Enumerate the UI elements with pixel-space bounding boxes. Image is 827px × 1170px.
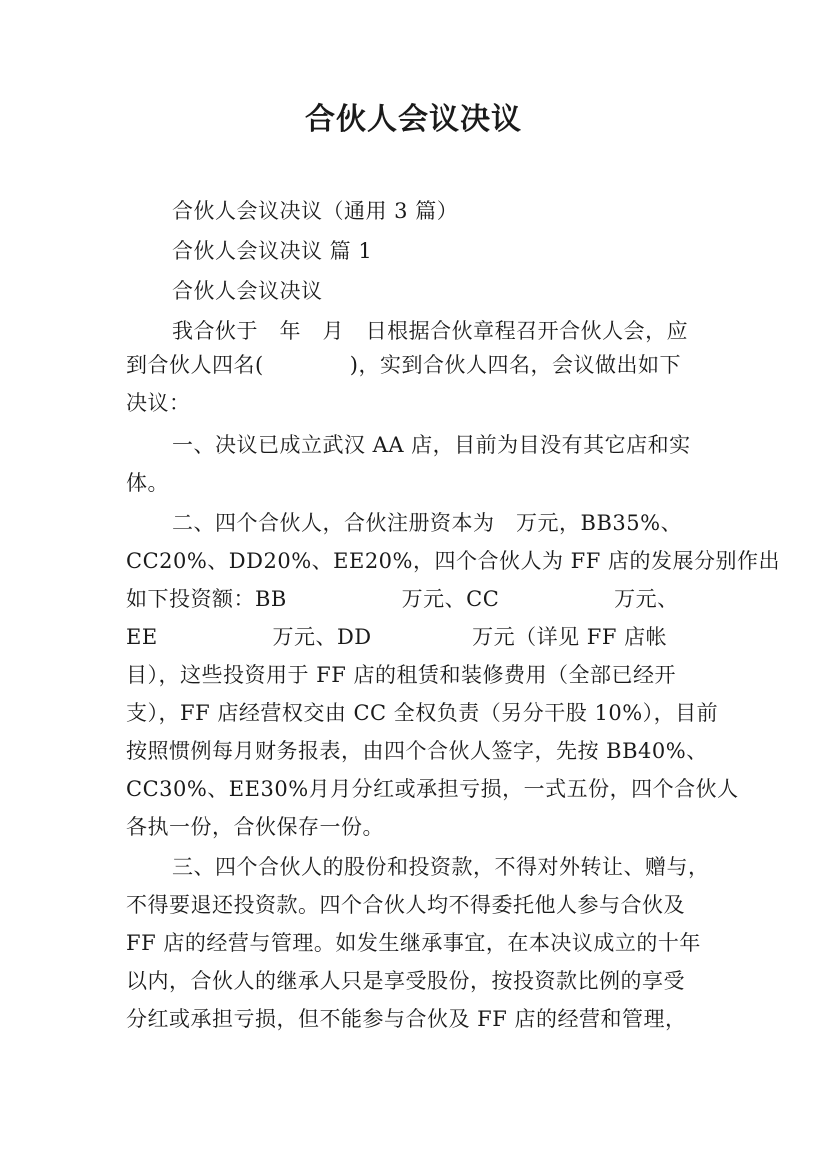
paragraph-line: 分红或承担亏损，但不能参与合伙及 FF 店的经营和管理， xyxy=(126,1007,687,1031)
paragraph-line: 按照惯例每月财务报表，由四个合伙人签字，先按 BB40%、 xyxy=(126,739,708,763)
paragraph-line: EE 万元、DD 万元（详见 FF 店帐 xyxy=(126,625,668,649)
paragraph-line: CC30%、EE30%月月分红或承担亏损，一式五份，四个合伙人 xyxy=(126,777,739,801)
paragraph-line: FF 店的经营与管理。如发生继承事宜，在本决议成立的十年 xyxy=(126,931,701,955)
paragraph-line: 不得要退还投资款。四个合伙人均不得委托他人参与合伙及 xyxy=(126,893,685,917)
paragraph-line: 各执一份，合伙保存一份。 xyxy=(126,815,384,839)
paragraph-line: 到合伙人四名( )，实到合伙人四名，会议做出如下 xyxy=(126,353,681,377)
section-title-line: 合伙人会议决议 xyxy=(172,279,323,303)
paragraph-line: 二、四个合伙人，合伙注册资本为 万元，BB35%、 xyxy=(172,511,683,535)
document-title: 合伙人会议决议 xyxy=(305,102,522,137)
paragraph-line: 支），FF 店经营权交由 CC 全权负责（另分干股 10%），目前 xyxy=(126,701,719,725)
paragraph-line: 目），这些投资用于 FF 店的租赁和装修费用（全部已经开 xyxy=(126,663,676,687)
paragraph-line: 决议： xyxy=(126,391,191,415)
subtitle-line: 合伙人会议决议（通用 3 篇） xyxy=(172,199,459,223)
paragraph-line: 一、决议已成立武汉 AA 店，目前为目没有其它店和实 xyxy=(172,433,691,457)
section-heading-line: 合伙人会议决议 篇 1 xyxy=(172,239,373,263)
paragraph-line: 如下投资额：BB 万元、CC 万元、 xyxy=(126,587,679,611)
paragraph-line: 体。 xyxy=(126,471,169,495)
paragraph-line: 我合伙于 年 月 日根据合伙章程召开合伙人会，应 xyxy=(172,319,689,343)
paragraph-line: CC20%、DD20%、EE20%，四个合伙人为 FF 店的发展分别作出 xyxy=(126,549,780,573)
paragraph-line: 以内，合伙人的继承人只是享受股份，按投资款比例的享受 xyxy=(126,969,685,993)
paragraph-line: 三、四个合伙人的股份和投资款，不得对外转让、赠与， xyxy=(172,855,710,879)
